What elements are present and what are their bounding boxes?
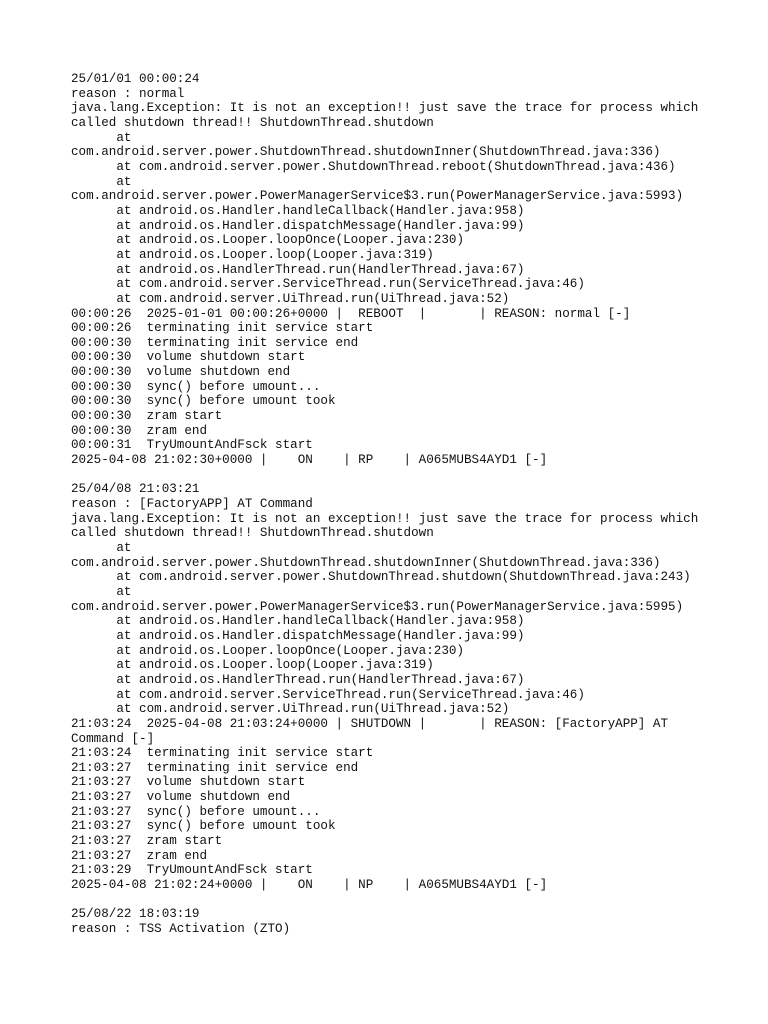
shutdown-step: 00:00:31 TryUmountAndFsck start <box>71 438 313 453</box>
shutdown-step: 21:03:24 terminating init service start <box>71 746 374 761</box>
shutdown-step: 21:03:27 terminating init service end <box>71 760 359 775</box>
shutdown-step: 00:00:30 volume shutdown end <box>71 365 291 380</box>
shutdown-step: 21:03:27 volume shutdown end <box>71 790 291 805</box>
entry-timestamp: 25/08/22 18:03:19 <box>71 907 200 922</box>
stack-frame: at android.os.Handler.handleCallback(Handler.java:958) <box>71 614 525 629</box>
stack-frame: at <box>71 174 132 189</box>
stack-frame: at com.android.server.power.ShutdownThread.shutdown(ShutdownThread.java:243) <box>71 570 691 585</box>
stack-frame: at android.os.Looper.loop(Looper.java:319) <box>71 247 434 262</box>
stack-frame: at android.os.Handler.handleCallback(Handler.java:958) <box>71 203 525 218</box>
stack-frame: com.android.server.power.ShutdownThread.shutdownInner(ShutdownThread.java:336) <box>71 145 661 160</box>
entry-reason: reason : normal <box>71 86 185 101</box>
shutdown-step: 21:03:27 sync() before umount took <box>71 819 336 834</box>
shutdown-step: 00:00:30 terminating init service end <box>71 335 359 350</box>
shutdown-step: 00:00:30 sync() before umount... <box>71 379 321 394</box>
stack-frame: at android.os.Handler.dispatchMessage(Handler.java:99) <box>71 218 525 233</box>
shutdown-step: 21:03:27 sync() before umount... <box>71 804 321 819</box>
stack-frame: com.android.server.power.PowerManagerService$3.run(PowerManagerService.java:5993) <box>71 189 684 204</box>
shutdown-step: 00:00:30 sync() before umount took <box>71 394 336 409</box>
stack-frame: at android.os.Handler.dispatchMessage(Handler.java:99) <box>71 628 525 643</box>
stack-frame: at com.android.server.power.ShutdownThread.reboot(ShutdownThread.java:436) <box>71 159 676 174</box>
shutdown-step: 21:03:29 TryUmountAndFsck start <box>71 863 313 878</box>
entry-reason: reason : [FactoryAPP] AT Command <box>71 497 313 512</box>
boot-record: 2025-04-08 21:02:24+0000 | ON | NP | A065MUBS4AYD1 [-] <box>71 878 548 893</box>
stack-frame: at android.os.Looper.loopOnce(Looper.java:230) <box>71 233 465 248</box>
shutdown-summary: 21:03:24 2025-04-08 21:03:24+0000 | SHUTDOWN | | REASON: [FactoryAPP] AT Command [-] <box>71 716 676 746</box>
shutdown-step: 00:00:30 volume shutdown start <box>71 350 306 365</box>
boot-record: 2025-04-08 21:02:30+0000 | ON | RP | A065MUBS4AYD1 [-] <box>71 453 548 468</box>
stack-frame: at com.android.server.ServiceThread.run(ServiceThread.java:46) <box>71 277 585 292</box>
log-entry <box>71 907 721 936</box>
shutdown-step: 00:00:30 zram end <box>71 423 208 438</box>
stack-frame: at android.os.HandlerThread.run(HandlerThread.java:67) <box>71 262 525 277</box>
log-entry <box>71 482 721 892</box>
entry-reason: reason : TSS Activation (ZTO) <box>71 922 291 937</box>
entry-separator <box>71 893 721 908</box>
exception-message: java.lang.Exception: It is not an exception!! just save the trace for process which called shutdown thread!! ShutdownThread.shutdown <box>71 511 706 541</box>
stack-frame: at com.android.server.UiThread.run(UiThread.java:52) <box>71 291 510 306</box>
log-entry <box>71 72 721 468</box>
shutdown-step: 21:03:27 volume shutdown start <box>71 775 306 790</box>
shutdown-step: 00:00:30 zram start <box>71 409 223 424</box>
shutdown-step: 00:00:26 terminating init service start <box>71 321 374 336</box>
stack-frame: at <box>71 584 132 599</box>
entry-timestamp: 25/04/08 21:03:21 <box>71 482 200 497</box>
stack-frame: at android.os.HandlerThread.run(HandlerThread.java:67) <box>71 672 525 687</box>
shutdown-summary: 00:00:26 2025-01-01 00:00:26+0000 | REBOOT | | REASON: normal [-] <box>71 306 631 321</box>
stack-frame: com.android.server.power.ShutdownThread.shutdownInner(ShutdownThread.java:336) <box>71 555 661 570</box>
stack-frame: com.android.server.power.PowerManagerService$3.run(PowerManagerService.java:5995) <box>71 599 684 614</box>
shutdown-step: 21:03:27 zram start <box>71 834 223 849</box>
stack-frame: at <box>71 130 132 145</box>
entry-timestamp: 25/01/01 00:00:24 <box>71 72 200 86</box>
stack-frame: at android.os.Looper.loopOnce(Looper.java:230) <box>71 643 465 658</box>
stack-frame: at com.android.server.UiThread.run(UiThread.java:52) <box>71 702 510 717</box>
entry-separator <box>71 468 721 483</box>
stack-frame: at <box>71 540 132 555</box>
stack-frame: at android.os.Looper.loop(Looper.java:319) <box>71 658 434 673</box>
shutdown-log <box>71 72 721 937</box>
exception-message: java.lang.Exception: It is not an exception!! just save the trace for process which called shutdown thread!! ShutdownThread.shutdown <box>71 101 706 130</box>
shutdown-step: 21:03:27 zram end <box>71 848 208 863</box>
stack-frame: at com.android.server.ServiceThread.run(ServiceThread.java:46) <box>71 687 585 702</box>
